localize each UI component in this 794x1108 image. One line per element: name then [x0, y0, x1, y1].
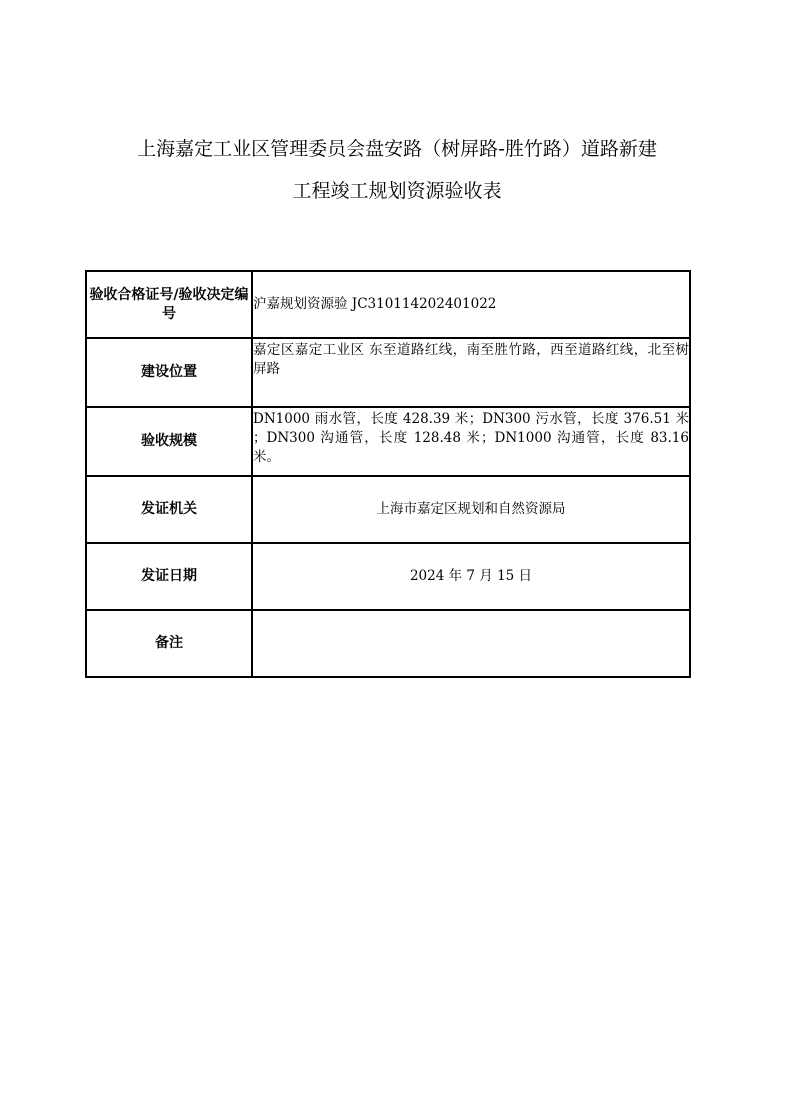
certificate-number-value: 沪嘉规划资源验 JC310114202401022: [252, 271, 690, 338]
row-certificate-number: [86, 271, 690, 338]
acceptance-scale-value: DN1000 雨水管，长度 428.39 米；DN300 污水管，长度 376.51 米 ；DN300 沟通管，长度 128.48 米；DN1000 沟通管，长度 83.16 米。: [252, 407, 690, 476]
issuing-authority-value: 上海市嘉定区规划和自然资源局: [252, 476, 690, 543]
row-construction-location: [86, 338, 690, 407]
acceptance-scale-label: 验收规模: [86, 407, 252, 476]
construction-location-label: 建设位置: [86, 338, 252, 407]
document-title-line-2: 工程竣工规划资源验收表: [292, 180, 502, 202]
acceptance-form-table: [85, 270, 691, 678]
remarks-label: 备注: [86, 610, 252, 677]
row-acceptance-scale: [86, 407, 690, 476]
issuing-authority-label: 发证机关: [86, 476, 252, 543]
certificate-number-label: 验收合格证号/验收决定编号: [86, 271, 252, 338]
document-title-line-1: 上海嘉定工业区管理委员会盘安路（树屏路-胜竹路）道路新建: [137, 138, 657, 160]
row-issuing-authority: [86, 476, 690, 543]
row-remarks: [86, 610, 690, 677]
remarks-value: [252, 610, 690, 677]
row-issue-date: [86, 543, 690, 610]
construction-location-value: 嘉定区嘉定工业区 东至道路红线，南至胜竹路，西至道路红线，北至树屏路: [252, 338, 690, 407]
issue-date-value: 2024 年 7 月 15 日: [252, 543, 690, 610]
issue-date-label: 发证日期: [86, 543, 252, 610]
